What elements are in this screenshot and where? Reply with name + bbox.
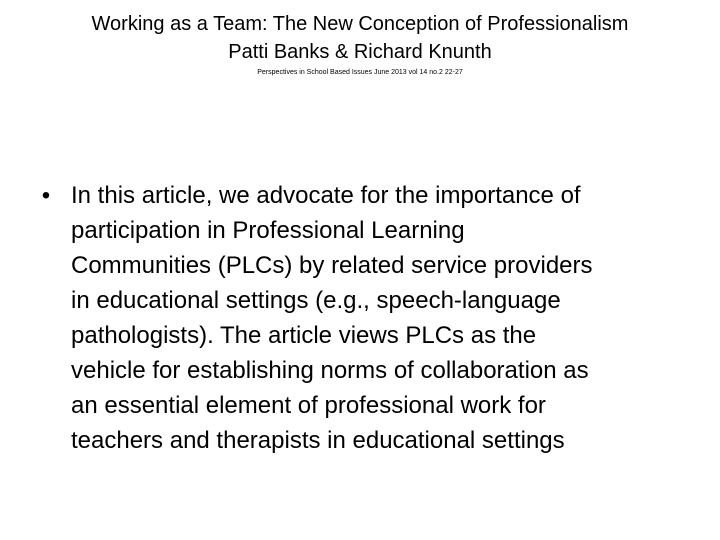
bullet-text-line: vehicle for establishing norms of collaboration as xyxy=(71,357,589,384)
bullet-text-line: participation in Professional Learning xyxy=(71,217,465,244)
bullet-text-line: teachers and therapists in educational settings xyxy=(71,427,565,454)
slide-authors: Patti Banks & Richard Knunth xyxy=(228,41,492,63)
title-block xyxy=(0,10,720,78)
bullet-text-line: in educational settings (e.g., speech-language xyxy=(71,287,561,314)
slide-title: Working as a Team: The New Conception of Professionalism xyxy=(91,13,629,35)
bullet-text-line: Communities (PLCs) by related service providers xyxy=(71,252,593,279)
bullet-list xyxy=(36,178,696,458)
bullet-icon: • xyxy=(41,182,51,209)
citation: Perspectives in School Based Issues June 2013 vol 14 no.2 22-27 xyxy=(257,69,463,76)
bullet-item xyxy=(36,178,696,458)
bullet-text-line: In this article, we advocate for the importance of xyxy=(71,182,581,209)
bullet-text-line: an essential element of professional work for xyxy=(71,392,546,419)
bullet-text-line: pathologists). The article views PLCs as the xyxy=(71,322,537,349)
